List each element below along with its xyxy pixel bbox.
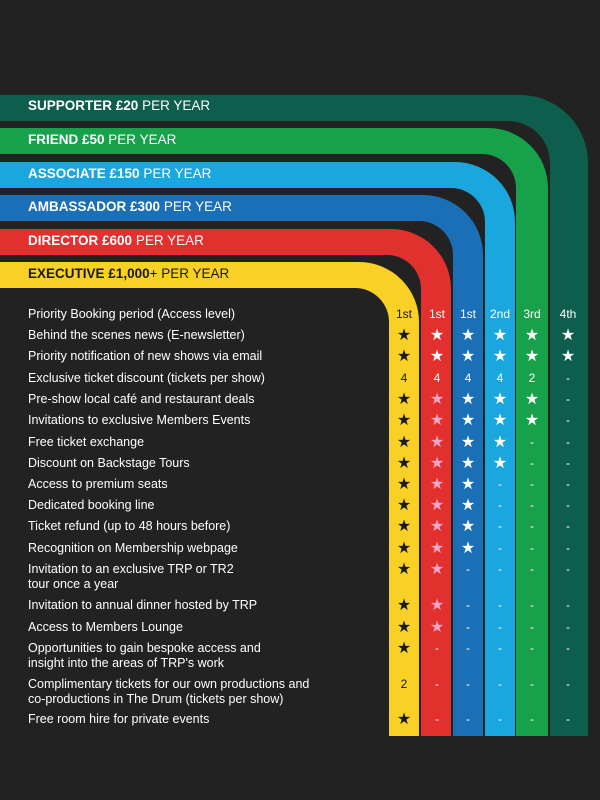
cell-value: 2 — [528, 371, 536, 385]
star-icon: ★ — [524, 412, 540, 429]
cell-value: 2nd — [489, 307, 511, 321]
cell-value: 3rd — [523, 307, 541, 321]
tier-name: DIRECTOR — [28, 233, 99, 248]
star-icon: ★ — [396, 497, 412, 514]
dash-mark: - — [498, 677, 502, 691]
cell-value: 4 — [464, 371, 472, 385]
tier-name: ASSOCIATE — [28, 166, 106, 181]
dash-mark: - — [466, 598, 470, 612]
star-icon: ★ — [460, 348, 476, 365]
dash-mark: - — [435, 677, 439, 691]
feature-label: Priority notification of new shows via email — [28, 349, 263, 363]
star-icon: ★ — [492, 327, 508, 344]
dash-mark: - — [530, 456, 534, 470]
feature-label: Invitations to exclusive Members Events — [28, 413, 251, 427]
star-icon: ★ — [524, 391, 540, 408]
tier-label-supporter — [28, 98, 210, 114]
feature-label: Priority Booking period (Access level) — [28, 307, 236, 321]
tier-label-ambassador — [28, 199, 232, 215]
dash-mark: - — [498, 641, 502, 655]
dash-mark: - — [466, 712, 470, 726]
dash-mark: - — [566, 477, 570, 491]
star-icon: ★ — [429, 455, 445, 472]
star-icon: ★ — [492, 455, 508, 472]
star-icon: ★ — [460, 412, 476, 429]
star-icon: ★ — [396, 540, 412, 557]
star-icon: ★ — [396, 412, 412, 429]
tier-name: FRIEND — [28, 132, 79, 147]
feature-label: Recognition on Membership webpage — [28, 541, 238, 555]
feature-label: Access to premium seats — [28, 477, 168, 491]
dash-mark: - — [566, 541, 570, 555]
star-icon: ★ — [396, 391, 412, 408]
cell-value: 4 — [496, 371, 504, 385]
star-icon: ★ — [460, 497, 476, 514]
tier-price: £50 — [82, 132, 105, 147]
star-icon: ★ — [560, 348, 576, 365]
dash-mark: - — [566, 677, 570, 691]
dash-mark: - — [566, 456, 570, 470]
feature-label: Free room hire for private events — [28, 712, 210, 726]
dash-mark: - — [530, 541, 534, 555]
star-icon: ★ — [460, 327, 476, 344]
feature-label: Pre-show local café and restaurant deals — [28, 392, 255, 406]
tier-name: SUPPORTER — [28, 98, 113, 113]
dash-mark: - — [530, 562, 534, 576]
star-icon: ★ — [429, 497, 445, 514]
dash-mark: - — [530, 519, 534, 533]
star-icon: ★ — [429, 518, 445, 535]
feature-label: Invitation to an exclusive TRP or TR2 tour once a year — [28, 562, 234, 591]
star-icon: ★ — [460, 476, 476, 493]
dash-mark: - — [498, 519, 502, 533]
cell-value: 1st — [428, 307, 445, 321]
dash-mark: - — [566, 413, 570, 427]
cell-value: 1st — [395, 307, 412, 321]
star-icon: ★ — [429, 476, 445, 493]
feature-label: Opportunities to gain bespoke access and insight into the areas of TRP's work — [28, 641, 261, 670]
star-icon: ★ — [492, 348, 508, 365]
star-icon: ★ — [492, 391, 508, 408]
dash-mark: - — [435, 641, 439, 655]
star-icon: ★ — [429, 561, 445, 578]
star-icon: ★ — [429, 540, 445, 557]
dash-mark: - — [498, 712, 502, 726]
tier-suffix: PER YEAR — [139, 166, 212, 181]
dash-mark: - — [566, 519, 570, 533]
star-icon: ★ — [460, 455, 476, 472]
feature-label: Invitation to annual dinner hosted by TRP — [28, 598, 258, 612]
star-icon: ★ — [429, 391, 445, 408]
tier-label-executive — [28, 266, 229, 282]
star-icon: ★ — [492, 412, 508, 429]
dash-mark: - — [530, 712, 534, 726]
star-icon: ★ — [396, 348, 412, 365]
dash-mark: - — [566, 392, 570, 406]
dash-mark: - — [466, 620, 470, 634]
tier-price: £600 — [102, 233, 133, 248]
star-icon: ★ — [396, 327, 412, 344]
dash-mark: - — [435, 712, 439, 726]
feature-label: Access to Members Lounge — [28, 620, 183, 634]
star-icon: ★ — [429, 348, 445, 365]
cell-value: 2 — [400, 677, 408, 691]
feature-label: Discount on Backstage Tours — [28, 456, 190, 470]
tier-name: EXECUTIVE — [28, 266, 105, 281]
tier-label-director — [28, 233, 204, 249]
dash-mark: - — [566, 498, 570, 512]
star-icon: ★ — [396, 476, 412, 493]
star-icon: ★ — [460, 540, 476, 557]
dash-mark: - — [466, 641, 470, 655]
tier-price: £1,000 — [108, 266, 150, 281]
star-icon: ★ — [429, 597, 445, 614]
star-icon: ★ — [460, 434, 476, 451]
dash-mark: - — [498, 477, 502, 491]
star-icon: ★ — [396, 518, 412, 535]
tier-price: £150 — [109, 166, 140, 181]
dash-mark: - — [530, 641, 534, 655]
star-icon: ★ — [429, 327, 445, 344]
dash-mark: - — [466, 677, 470, 691]
dash-mark: - — [566, 620, 570, 634]
dash-mark: - — [566, 435, 570, 449]
cell-value: 4th — [559, 307, 577, 321]
star-icon: ★ — [396, 455, 412, 472]
dash-mark: - — [498, 498, 502, 512]
cell-value: 4 — [433, 371, 441, 385]
star-icon: ★ — [524, 348, 540, 365]
tier-price: £20 — [115, 98, 139, 113]
dash-mark: - — [566, 562, 570, 576]
dash-mark: - — [530, 620, 534, 634]
feature-label: Ticket refund (up to 48 hours before) — [28, 519, 231, 533]
feature-label: Dedicated booking line — [28, 498, 155, 512]
cell-value: 4 — [400, 371, 408, 385]
feature-label: Free ticket exchange — [28, 435, 145, 449]
tier-suffix: PER YEAR — [138, 98, 211, 113]
dash-mark: - — [498, 541, 502, 555]
dash-mark: - — [530, 677, 534, 691]
dash-mark: - — [466, 562, 470, 576]
star-icon: ★ — [492, 434, 508, 451]
star-icon: ★ — [460, 391, 476, 408]
feature-label: Behind the scenes news (E-newsletter) — [28, 328, 245, 342]
star-icon: ★ — [396, 711, 412, 728]
dash-mark: - — [530, 477, 534, 491]
star-icon: ★ — [396, 434, 412, 451]
tier-price: £300 — [130, 199, 161, 214]
star-icon: ★ — [396, 619, 412, 636]
tier-label-associate — [28, 166, 211, 182]
tier-name: AMBASSADOR — [28, 199, 127, 214]
star-icon: ★ — [396, 561, 412, 578]
dash-mark: - — [530, 598, 534, 612]
star-icon: ★ — [429, 619, 445, 636]
tier-suffix: PER YEAR — [132, 233, 204, 248]
star-icon: ★ — [429, 412, 445, 429]
star-icon: ★ — [524, 327, 540, 344]
star-icon: ★ — [460, 518, 476, 535]
dash-mark: - — [498, 620, 502, 634]
star-icon: ★ — [429, 434, 445, 451]
dash-mark: - — [566, 641, 570, 655]
cell-value: 1st — [459, 307, 476, 321]
dash-mark: - — [566, 712, 570, 726]
star-icon: ★ — [396, 640, 412, 657]
dash-mark: - — [498, 562, 502, 576]
feature-label: Complimentary tickets for our own productions and co-productions in The Drum (tickets per show) — [28, 677, 310, 706]
star-icon: ★ — [560, 327, 576, 344]
tier-suffix: + PER YEAR — [149, 266, 230, 281]
dash-mark: - — [498, 598, 502, 612]
dash-mark: - — [530, 435, 534, 449]
dash-mark: - — [566, 598, 570, 612]
dash-mark: - — [530, 498, 534, 512]
tier-label-friend — [28, 132, 176, 148]
dash-mark: - — [566, 371, 570, 385]
feature-label: Exclusive ticket discount (tickets per show) — [28, 371, 265, 385]
tier-suffix: PER YEAR — [104, 132, 177, 147]
tier-suffix: PER YEAR — [160, 199, 232, 214]
star-icon: ★ — [396, 597, 412, 614]
